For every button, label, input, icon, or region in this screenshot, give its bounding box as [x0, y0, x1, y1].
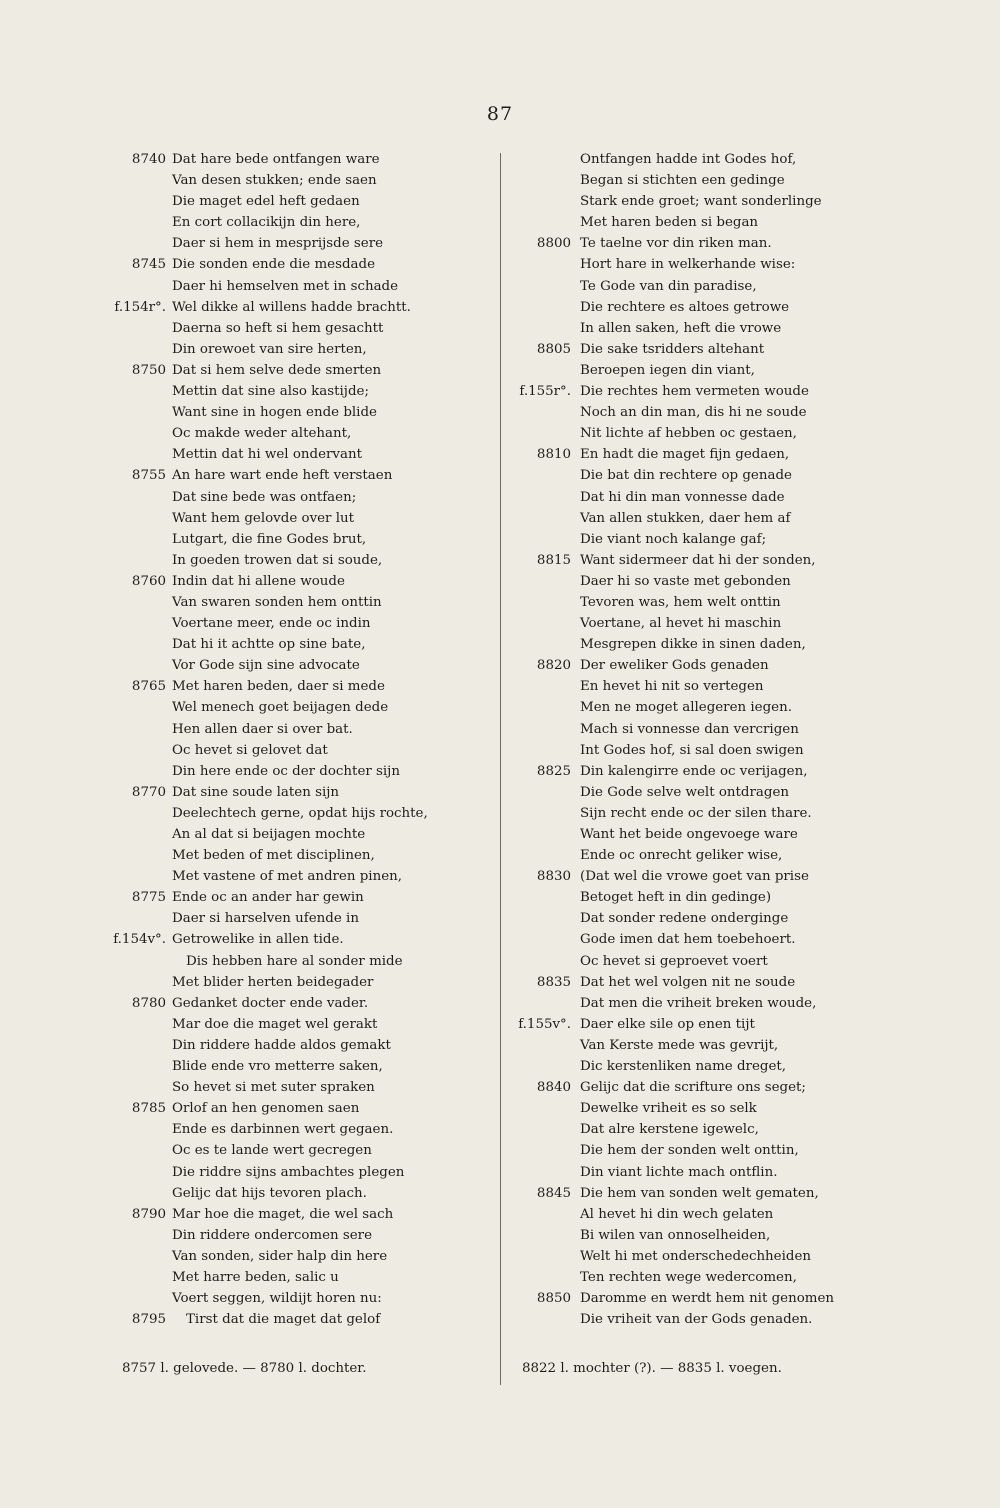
verse-text: Stark ende groet; want sonderlinge — [580, 194, 822, 210]
verse-line — [110, 1162, 450, 1183]
verse-line — [505, 444, 855, 465]
verse-text: Daer hi so vaste met gebonden — [580, 573, 791, 589]
verse-text: Dat sine soude laten sijn — [172, 784, 340, 800]
verse-line — [505, 170, 855, 191]
verse-text: Dis hebben hare al sonder mide — [186, 953, 403, 969]
verse-text: Met haren beden si began — [580, 215, 759, 231]
verse-line — [110, 381, 450, 402]
verse-text: Mar doe die maget wel gerakt — [172, 1016, 378, 1032]
verse-line — [505, 972, 855, 993]
verse-line — [505, 254, 855, 275]
verse-text: Ende oc onrecht geliker wise, — [580, 848, 783, 864]
verse-text: Orlof an hen genomen saen — [172, 1101, 360, 1117]
verse-line — [505, 1056, 855, 1077]
verse-text: Bi wilen van onnoselheiden, — [580, 1227, 771, 1243]
verse-line — [110, 170, 450, 191]
verse-text: Mettin dat hi wel ondervant — [172, 447, 362, 463]
verse-text: Van allen stukken, daer hem af — [580, 510, 791, 526]
verse-text: Dat hi din man vonnesse dade — [580, 489, 785, 505]
verse-text: Din kalengirre ende oc verijagen, — [580, 763, 808, 779]
verse-text: Gelijc dat die scrifture ons seget; — [580, 1080, 806, 1096]
line-marker: 8785 — [131, 1101, 166, 1117]
page-number: 87 — [486, 103, 514, 125]
verse-text: Met haren beden, daer si mede — [172, 679, 385, 695]
verse-text: Oc makde weder altehant, — [172, 426, 352, 442]
verse-text: Blide ende vro metterre saken, — [172, 1059, 383, 1075]
verse-line — [505, 908, 855, 929]
verse-text: En hevet hi nit so vertegen — [580, 679, 764, 695]
verse-line — [110, 972, 450, 993]
verse-text: Van desen stukken; ende saen — [172, 173, 377, 189]
verse-line — [505, 297, 855, 318]
verse-line — [505, 993, 855, 1014]
line-marker: 8745 — [131, 257, 166, 273]
verse-text: Tirst dat die maget dat gelof — [186, 1312, 381, 1328]
verse-line — [110, 634, 450, 655]
line-marker: 8760 — [131, 573, 166, 589]
verse-line — [505, 697, 855, 718]
verse-line — [505, 1162, 855, 1183]
verse-text: Want het beide ongevoege ware — [580, 827, 798, 842]
verse-line — [505, 613, 855, 634]
verse-line — [110, 1098, 450, 1119]
verse-text: Want sidermeer dat hi der sonden, — [580, 552, 816, 568]
verse-line — [110, 529, 450, 550]
verse-text: Met vastene of met andren pinen, — [172, 869, 403, 885]
line-marker: 8850 — [536, 1291, 571, 1307]
verse-text: Gelijc dat hijs tevoren plach. — [172, 1185, 367, 1201]
verse-text: Dat sine bede was ontfaen; — [172, 489, 357, 505]
line-marker: 8820 — [536, 658, 571, 674]
verse-text: Mach si vonnesse dan vercrigen — [580, 721, 799, 737]
verse-text: So hevet si met suter spraken — [172, 1080, 375, 1096]
line-marker: 8845 — [536, 1185, 571, 1201]
verse-line — [110, 782, 450, 803]
verse-text: Met blider herten beidegader — [172, 974, 374, 990]
verse-text: Van swaren sonden hem onttin — [172, 594, 382, 610]
verse-text: Welt hi met onderschedechheiden — [580, 1248, 812, 1264]
verse-line — [505, 740, 855, 761]
verse-line — [505, 1225, 855, 1246]
verse-text: Van Kerste mede was gevrijt, — [580, 1037, 779, 1053]
verse-line — [110, 571, 450, 592]
verse-line — [110, 1246, 450, 1267]
line-marker: 8825 — [536, 763, 571, 779]
verse-line — [110, 824, 450, 845]
verse-text: Dat si hem selve dede smerten — [172, 362, 382, 378]
line-marker: f.155r°. — [519, 384, 571, 400]
verse-line — [110, 613, 450, 634]
footnote-right: 8822 l. mochter (?). — 8835 l. voegen. — [522, 1361, 782, 1376]
verse-text: Indin dat hi allene woude — [172, 573, 345, 589]
verse-line — [505, 1014, 855, 1035]
verse-line — [505, 1098, 855, 1119]
verse-line — [110, 276, 450, 297]
verse-line — [505, 571, 855, 592]
verse-text: Getrowelike in allen tide. — [172, 932, 344, 948]
line-marker: 8830 — [536, 869, 571, 885]
verse-text: Wel dikke al willens hadde brachtt. — [172, 299, 411, 315]
verse-text: Te Gode van din paradise, — [580, 278, 757, 294]
verse-line — [505, 550, 855, 571]
verse-line — [505, 719, 855, 740]
verse-line — [505, 1119, 855, 1140]
verse-line — [505, 1183, 855, 1204]
footnote-left: 8757 l. gelovede. — 8780 l. dochter. — [122, 1361, 367, 1376]
line-marker: 8780 — [131, 995, 166, 1011]
verse-line — [505, 929, 855, 950]
verse-text: Die sake tsridders altehant — [580, 341, 765, 357]
verse-text: Die riddre sijns ambachtes plegen — [172, 1164, 405, 1180]
line-marker: f.155v°. — [518, 1016, 571, 1032]
verse-line — [505, 487, 855, 508]
line-marker: 8770 — [131, 784, 166, 800]
verse-line — [110, 423, 450, 444]
verse-text: Voertane, al hevet hi maschin — [580, 616, 782, 632]
verse-text: Din orewoet van sire herten, — [172, 341, 367, 357]
verse-line — [505, 782, 855, 803]
verse-line — [110, 951, 450, 972]
verse-text: Met beden of met disciplinen, — [172, 848, 375, 864]
verse-line — [110, 444, 450, 465]
verse-text: Mettin dat sine also kastijde; — [172, 384, 369, 400]
verse-text: Gedanket docter ende vader. — [172, 995, 369, 1011]
verse-text: Noch an din man, dis hi ne soude — [580, 405, 807, 421]
verse-line — [505, 465, 855, 486]
verse-text: Al hevet hi din wech gelaten — [580, 1206, 774, 1222]
verse-line — [505, 1309, 855, 1330]
verse-text: Nit lichte af hebben oc gestaen, — [580, 426, 797, 442]
column-divider — [500, 153, 501, 1385]
line-marker: 8755 — [131, 468, 166, 484]
verse-text: En hadt die maget fijn gedaen, — [580, 447, 790, 463]
line-marker: 8750 — [131, 362, 166, 378]
line-marker: 8775 — [131, 890, 166, 906]
verse-text: Die vriheit van der Gods genaden. — [580, 1312, 813, 1328]
verse-line — [505, 529, 855, 550]
verse-line — [505, 824, 855, 845]
verse-text: Voert seggen, wildijt horen nu: — [172, 1291, 382, 1307]
verse-line — [110, 845, 450, 866]
verse-line — [505, 655, 855, 676]
line-marker: 8765 — [131, 679, 166, 695]
verse-text: Dic kerstenliken name dreget, — [580, 1059, 787, 1075]
verse-line — [110, 1056, 450, 1077]
verse-text: Der eweliker Gods genaden — [580, 658, 769, 674]
verse-text: Voertane meer, ende oc indin — [172, 616, 371, 632]
line-marker: 8800 — [536, 236, 571, 252]
line-marker: 8740 — [131, 152, 166, 167]
line-marker: 8805 — [536, 341, 571, 357]
verse-line — [110, 1183, 450, 1204]
verse-text: Din viant lichte mach ontflin. — [580, 1164, 778, 1180]
verse-line — [110, 866, 450, 887]
verse-line — [505, 276, 855, 297]
line-marker: 8835 — [536, 974, 571, 990]
verse-text: Dewelke vriheit es so selk — [580, 1101, 757, 1117]
verse-text: Din riddere hadde aldos gemakt — [172, 1037, 391, 1053]
verse-line — [110, 1035, 450, 1056]
verse-line — [505, 149, 855, 170]
verse-line — [505, 423, 855, 444]
verse-line — [110, 508, 450, 529]
verse-line — [505, 1140, 855, 1161]
verse-text: Mesgrepen dikke in sinen daden, — [580, 637, 806, 653]
verse-line — [505, 845, 855, 866]
verse-line — [505, 676, 855, 697]
verse-line — [505, 592, 855, 613]
verse-line — [505, 1077, 855, 1098]
verse-text: Die hem van sonden welt gematen, — [580, 1185, 819, 1201]
verse-line — [110, 1204, 450, 1225]
verse-text: In allen saken, heft die vrowe — [580, 320, 782, 336]
verse-text: Tevoren was, hem welt onttin — [580, 594, 781, 610]
verse-line — [110, 993, 450, 1014]
verse-text: Daromme en werdt hem nit genomen — [580, 1291, 835, 1307]
verse-text: Die maget edel heft gedaen — [172, 194, 360, 210]
line-marker: 8810 — [536, 447, 571, 463]
verse-text: Din riddere ondercomen sere — [172, 1227, 373, 1243]
verse-line — [110, 360, 450, 381]
verse-line — [110, 929, 450, 950]
verse-line — [505, 233, 855, 254]
verse-text: Dat sonder redene onderginge — [580, 911, 789, 927]
verse-line — [110, 149, 450, 170]
verse-line — [110, 297, 450, 318]
verse-text: Dat hare bede ontfangen ware — [172, 152, 380, 167]
verse-line — [505, 887, 855, 908]
verse-text: Dat men die vriheit breken woude, — [580, 995, 817, 1011]
verse-text: En cort collacikijn din here, — [172, 215, 361, 231]
verse-line — [110, 1267, 450, 1288]
verse-line — [505, 508, 855, 529]
left-column — [110, 149, 450, 1330]
verse-text: Dat hi it achtte op sine bate, — [172, 637, 366, 653]
line-marker: f.154v°. — [113, 932, 166, 948]
verse-text: Lutgart, die fine Godes brut, — [172, 531, 367, 547]
verse-text: Die rechtes hem vermeten woude — [580, 384, 809, 400]
verse-line — [110, 1309, 450, 1330]
verse-text: Oc hevet si geproevet voert — [580, 953, 768, 969]
verse-line — [110, 761, 450, 782]
verse-line — [110, 1119, 450, 1140]
verse-text: (Dat wel die vrowe goet van prise — [580, 869, 809, 885]
verse-line — [505, 761, 855, 782]
verse-text: Van sonden, sider halp din here — [172, 1248, 388, 1264]
verse-text: Oc es te lande wert gecregen — [172, 1143, 372, 1159]
verse-line — [110, 887, 450, 908]
verse-line — [110, 719, 450, 740]
verse-line — [505, 339, 855, 360]
verse-text: Deelechtech gerne, opdat hijs rochte, — [172, 805, 428, 821]
verse-text: Want sine in hogen ende blide — [172, 405, 377, 421]
verse-text: An hare wart ende heft verstaen — [172, 468, 393, 484]
verse-text: Ontfangen hadde int Godes hof, — [580, 152, 797, 167]
verse-text: Daer elke sile op enen tijt — [580, 1016, 755, 1032]
verse-line — [505, 1246, 855, 1267]
verse-text: Mar hoe die maget, die wel sach — [172, 1206, 394, 1222]
verse-text: Te taelne vor din riken man. — [580, 236, 772, 252]
verse-text: Daer si harselven ufende in — [172, 911, 359, 927]
verse-line — [110, 233, 450, 254]
verse-line — [505, 1288, 855, 1309]
verse-text: Ten rechten wege wedercomen, — [580, 1269, 797, 1285]
verse-line — [110, 254, 450, 275]
verse-line — [110, 402, 450, 423]
line-marker: 8815 — [536, 552, 571, 568]
verse-text: Men ne moget allegeren iegen. — [580, 700, 792, 716]
verse-line — [110, 592, 450, 613]
verse-line — [110, 803, 450, 824]
verse-text: Daer hi hemselven met in schade — [172, 278, 399, 294]
verse-text: Die Gode selve welt ontdragen — [580, 784, 789, 800]
verse-text: Want hem gelovde over lut — [172, 510, 355, 526]
verse-line — [505, 381, 855, 402]
verse-text: Dat het wel volgen nit ne soude — [580, 974, 796, 990]
verse-line — [110, 339, 450, 360]
verse-line — [110, 1077, 450, 1098]
verse-line — [505, 951, 855, 972]
verse-text: Int Godes hof, si sal doen swigen — [580, 742, 804, 758]
verse-line — [505, 1035, 855, 1056]
verse-line — [110, 487, 450, 508]
verse-line — [110, 191, 450, 212]
verse-text: Vor Gode sijn sine advocate — [172, 658, 360, 674]
line-marker: 8795 — [131, 1312, 166, 1328]
verse-line — [110, 1014, 450, 1035]
verse-line — [505, 191, 855, 212]
verse-line — [505, 803, 855, 824]
verse-text: Wel menech goet beijagen dede — [172, 700, 389, 716]
verse-text: Betoget heft in din gedinge) — [580, 890, 772, 906]
line-marker: 8790 — [131, 1206, 166, 1222]
verse-line — [110, 465, 450, 486]
verse-text: An al dat si beijagen mochte — [172, 827, 366, 842]
verse-text: Die viant noch kalange gaf; — [580, 531, 767, 547]
verse-line — [505, 1267, 855, 1288]
verse-text: Die bat din rechtere op genade — [580, 468, 792, 484]
verse-text: Die hem der sonden welt onttin, — [580, 1143, 799, 1159]
verse-line — [505, 212, 855, 233]
verse-text: Ende oc an ander har gewin — [172, 890, 364, 906]
verse-line — [110, 740, 450, 761]
verse-text: Hen allen daer si over bat. — [172, 721, 353, 737]
verse-line — [110, 697, 450, 718]
verse-line — [110, 550, 450, 571]
verse-text: Daer si hem in mesprijsde sere — [172, 236, 384, 252]
verse-line — [110, 318, 450, 339]
verse-text: Gode imen dat hem toebehoert. — [580, 932, 796, 948]
verse-text: Beroepen iegen din viant, — [580, 362, 755, 378]
verse-line — [110, 1288, 450, 1309]
verse-line — [110, 1140, 450, 1161]
verse-line — [505, 318, 855, 339]
verse-text: Die rechtere es altoes getrowe — [580, 299, 790, 315]
verse-text: Oc hevet si gelovet dat — [172, 742, 328, 758]
verse-line — [110, 1225, 450, 1246]
verse-line — [505, 360, 855, 381]
verse-line — [110, 908, 450, 929]
verse-text: Daerna so heft si hem gesachtt — [172, 320, 384, 336]
verse-text: In goeden trowen dat si soude, — [172, 552, 383, 568]
verse-line — [505, 402, 855, 423]
verse-text: Dat alre kerstene igewelc, — [580, 1122, 759, 1138]
verse-line — [505, 1204, 855, 1225]
verse-text: Sijn recht ende oc der silen thare. — [580, 805, 812, 821]
verse-line — [505, 866, 855, 887]
verse-text: Die sonden ende die mesdade — [172, 257, 376, 273]
right-column — [505, 149, 855, 1330]
verse-line — [110, 676, 450, 697]
verse-text: Began si stichten een gedinge — [580, 173, 785, 189]
verse-line — [110, 212, 450, 233]
verse-text: Ende es darbinnen wert gegaen. — [172, 1122, 394, 1138]
verse-line — [505, 634, 855, 655]
verse-text: Met harre beden, salic u — [172, 1269, 339, 1285]
line-marker: f.154r°. — [114, 299, 166, 315]
verse-text: Din here ende oc der dochter sijn — [172, 763, 400, 779]
verse-text: Hort hare in welkerhande wise: — [580, 257, 796, 273]
line-marker: 8840 — [536, 1080, 571, 1096]
verse-line — [110, 655, 450, 676]
